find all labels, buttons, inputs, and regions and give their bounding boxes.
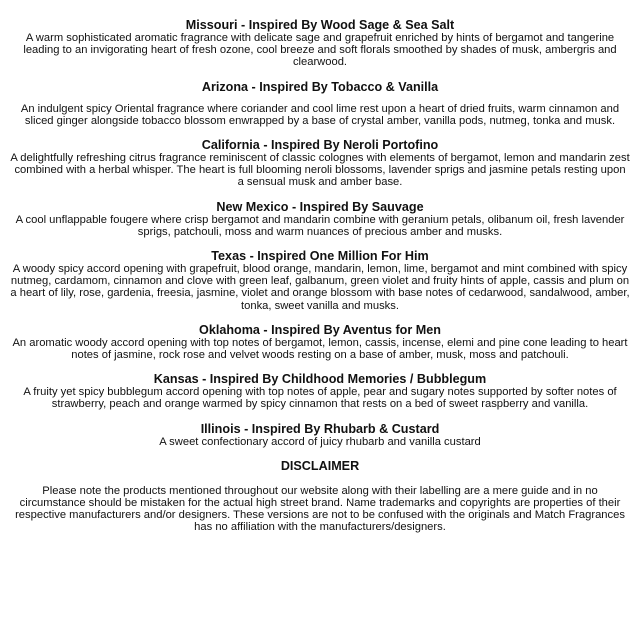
- fragrance-title: Illinois - Inspired By Rhubarb & Custard: [200, 421, 440, 436]
- fragrance-section-illinois: [10, 422, 630, 448]
- fragrance-title: Texas - Inspired One Million For Him: [211, 249, 429, 264]
- fragrance-title: Missouri - Inspired By Wood Sage & Sea Salt: [185, 18, 455, 32]
- fragrance-section-arizona: [10, 80, 630, 127]
- fragrance-section-texas: [10, 249, 630, 312]
- fragrance-section-california: [10, 138, 630, 189]
- fragrance-section-new-mexico: [10, 200, 630, 238]
- fragrance-description: An indulgent spicy Oriental fragrance where coriander and cool lime rest upon a heart of dried fruits, warm cinnamon and sliced ginger alongside tobacco blossom enwrapped by a base of crystal amber, vanilla pods, nutmeg, tonka and musk.: [20, 102, 620, 127]
- spacer: [10, 94, 630, 103]
- fragrance-description: A woody spicy accord opening with grapefruit, blood orange, mandarin, lemon, lime, bergamot and mint combined with spicy nutmeg, cardamom, cinnamon and clove with green leaf, galbanum, green violet and fruity hints of apple, cassis and plum on a heart of lily, rose, gardenia, freesia, jasmine, violet and orange blossom with base notes of cedarwood, sandalwood, amber, tonka, sweet vanilla and musks.: [10, 263, 630, 312]
- fragrance-description: A fruity yet spicy bubblegum accord opening with top notes of apple, pear and sugary notes supported by softer notes of strawberry, peach and orange warmed by spicy cinnamon that rests on a bed of sweet raspberry and vanilla.: [23, 386, 617, 411]
- fragrance-section-kansas: [10, 372, 630, 410]
- fragrance-title: California - Inspired By Neroli Portofino: [201, 138, 439, 153]
- fragrance-title: New Mexico - Inspired By Sauvage: [216, 199, 424, 214]
- fragrance-descriptions-page: [10, 0, 630, 534]
- disclaimer-title: DISCLAIMER: [280, 458, 360, 473]
- disclaimer-text: Please note the products mentioned throughout our website along with their labelling are a mere guide and in no circumstance should be mistaken for the actual high street brand. Name trademarks and copyrights are properties of their respective manufacturers and/or designers. These versions are not to be confused with the originals and Match Fragrances has no affiliation with the manufacturers/designers.: [15, 484, 625, 534]
- fragrance-description: A cool unflappable fougere where crisp bergamot and mandarin combine with geranium petals, olibanum oil, fresh lavender sprigs, patchouli, moss and warm nuances of precious amber and musks.: [15, 213, 625, 238]
- disclaimer-section: [10, 459, 630, 534]
- fragrance-description: A sweet confectionary accord of juicy rhubarb and vanilla custard: [159, 435, 481, 448]
- fragrance-section-oklahoma: [10, 323, 630, 361]
- fragrance-title: Arizona - Inspired By Tobacco & Vanilla: [201, 79, 439, 94]
- fragrance-title: Kansas - Inspired By Childhood Memories / Bubblegum: [153, 372, 487, 387]
- fragrance-description: A warm sophisticated aromatic fragrance with delicate sage and grapefruit enriched by hints of bergamot and tangerine leading to an invigorating heart of fresh ozone, cool breeze and soft florals smoothed by shades of musk, ambergris and clearwood.: [23, 32, 617, 69]
- fragrance-description: A delightfully refreshing citrus fragrance reminiscent of classic colognes with elements of bergamot, lemon and mandarin zest combined with a herbal whisper. The heart is full blooming neroli blossoms, lavender sprigs and jasmine petals resting upon a sensual musk and amber base.: [10, 152, 630, 189]
- fragrance-title: Oklahoma - Inspired By Aventus for Men: [199, 322, 441, 337]
- fragrance-section-missouri: [10, 18, 630, 69]
- fragrance-description: An aromatic woody accord opening with top notes of bergamot, lemon, cassis, incense, elemi and pine cone leading to heart notes of jasmine, rock rose and velvet woods resting on a base of amber, musk, moss and patchouli.: [12, 336, 628, 362]
